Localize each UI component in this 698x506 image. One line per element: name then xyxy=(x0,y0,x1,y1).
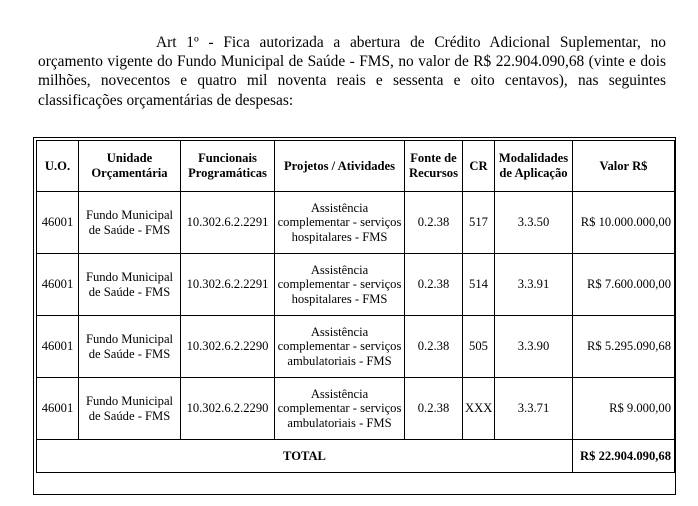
cell-projeto: Assistência complementar - serviços ambulatoriais - FMS xyxy=(275,378,405,440)
cell-unidade: Fundo Municipal de Saúde - FMS xyxy=(79,254,181,316)
header-valor: Valor R$ xyxy=(573,141,675,192)
cell-funcional: 10.302.6.2.2291 xyxy=(181,192,275,254)
table-row xyxy=(37,378,675,440)
cell-uo: 46001 xyxy=(37,316,79,378)
header-funcionais: Funcionais Programáticas xyxy=(181,141,275,192)
header-modalidades: Modalidades de Aplicação xyxy=(495,141,573,192)
cell-cr: 505 xyxy=(463,316,495,378)
cell-cr: 514 xyxy=(463,254,495,316)
cell-modalidade: 3.3.50 xyxy=(495,192,573,254)
cell-fonte: 0.2.38 xyxy=(405,378,463,440)
cell-fonte: 0.2.38 xyxy=(405,316,463,378)
cell-modalidade: 3.3.91 xyxy=(495,254,573,316)
cell-modalidade: 3.3.90 xyxy=(495,316,573,378)
cell-valor: R$ 10.000.000,00 xyxy=(573,192,675,254)
article-text: Art 1º - Fica autorizada a abertura de Crédito Adicional Suplementar, no orçamento vigente do Fundo Municipal de Saúde - FMS, no valor de R$ 22.904.090,68 (vinte e dois milhões, novecentos e quatro mil noventa reais e sessenta e oito centavos), nas seguintes classificações orçamentárias de despesas: xyxy=(38,34,666,109)
budget-table xyxy=(36,140,675,473)
header-cr: CR xyxy=(463,141,495,192)
cell-projeto: Assistência complementar - serviços ambulatoriais - FMS xyxy=(275,316,405,378)
cell-funcional: 10.302.6.2.2291 xyxy=(181,254,275,316)
cell-unidade: Fundo Municipal de Saúde - FMS xyxy=(79,378,181,440)
cell-valor: R$ 5.295.090,68 xyxy=(573,316,675,378)
article-paragraph xyxy=(38,33,666,110)
header-fonte: Fonte de Recursos xyxy=(405,141,463,192)
cell-modalidade: 3.3.71 xyxy=(495,378,573,440)
total-row xyxy=(37,440,675,473)
cell-valor: R$ 9.000,00 xyxy=(573,378,675,440)
cell-funcional: 10.302.6.2.2290 xyxy=(181,378,275,440)
cell-fonte: 0.2.38 xyxy=(405,254,463,316)
table-row xyxy=(37,316,675,378)
header-uo: U.O. xyxy=(37,141,79,192)
cell-uo: 46001 xyxy=(37,378,79,440)
table-header-row xyxy=(37,141,675,192)
cell-funcional: 10.302.6.2.2290 xyxy=(181,316,275,378)
cell-uo: 46001 xyxy=(37,254,79,316)
total-label: TOTAL xyxy=(37,440,573,473)
cell-uo: 46001 xyxy=(37,192,79,254)
cell-cr: 517 xyxy=(463,192,495,254)
cell-valor: R$ 7.600.000,00 xyxy=(573,254,675,316)
cell-projeto: Assistência complementar - serviços hospitalares - FMS xyxy=(275,254,405,316)
cell-cr: XXX xyxy=(463,378,495,440)
cell-unidade: Fundo Municipal de Saúde - FMS xyxy=(79,192,181,254)
header-unidade: Unidade Orçamentária xyxy=(79,141,181,192)
total-valor: R$ 22.904.090,68 xyxy=(573,440,675,473)
header-projetos: Projetos / Atividades xyxy=(275,141,405,192)
cell-fonte: 0.2.38 xyxy=(405,192,463,254)
table-row xyxy=(37,254,675,316)
table-row xyxy=(37,192,675,254)
cell-projeto: Assistência complementar - serviços hospitalares - FMS xyxy=(275,192,405,254)
cell-unidade: Fundo Municipal de Saúde - FMS xyxy=(79,316,181,378)
